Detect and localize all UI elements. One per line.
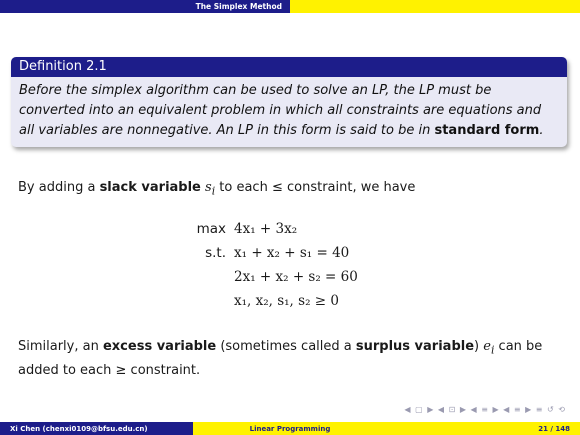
definition-heading: Definition 2.1 xyxy=(11,57,567,77)
excess-variable-term: excess variable xyxy=(102,339,217,354)
definition-body xyxy=(11,77,567,147)
definition-block xyxy=(11,57,567,147)
lp-formulation xyxy=(192,217,358,313)
lp-row-expr: 2x₁ + x₂ + s₂ = 60 xyxy=(234,269,358,285)
slack-var: s xyxy=(205,180,212,195)
excess-sub: i xyxy=(490,343,495,357)
section-title[interactable]: The Simplex Method xyxy=(195,2,282,11)
lp-row-key: s.t. xyxy=(205,245,226,261)
header-left xyxy=(0,0,290,13)
lp-nonneg-row xyxy=(192,289,358,313)
lp-objective-row xyxy=(192,217,358,241)
footer-page-number: 21 / 148 xyxy=(387,422,580,435)
excess-paragraph xyxy=(18,337,566,381)
lp-row-expr: x₁ + x₂ + s₁ = 40 xyxy=(234,245,350,261)
header-bar xyxy=(0,0,580,13)
beamer-navigation-icons[interactable]: ◀ ▢ ▶ ◀ ⊡ ▶ ◀ ≡ ▶ ◀ ≡ ▶ ≡ ↺ ⟲ xyxy=(404,405,566,414)
footer-bar xyxy=(0,422,580,435)
lp-row-expr: 4x₁ + 3x₂ xyxy=(234,221,298,237)
definition-term: standard form xyxy=(434,123,540,138)
slack-variable-term: slack variable xyxy=(99,180,201,195)
para1-pre: By adding a xyxy=(18,180,100,195)
slack-paragraph xyxy=(18,178,415,202)
footer-course: Linear Programming xyxy=(193,422,387,435)
lp-constraint-row xyxy=(192,265,358,289)
para2-close: ) xyxy=(474,339,484,354)
para2-post: can be added to each ≥ constraint. xyxy=(18,339,543,378)
para2-pre: Similarly, an xyxy=(18,339,103,354)
surplus-variable-term: surplus variable xyxy=(355,339,475,354)
slack-sub: i xyxy=(211,184,216,198)
excess-symbol xyxy=(483,339,495,357)
excess-var: e xyxy=(483,339,491,354)
footer-author: Xi Chen (chenxi0109@bfsu.edu.cn) xyxy=(0,422,193,435)
lp-row-key: max xyxy=(196,221,226,237)
slack-symbol xyxy=(205,180,216,198)
para1-post: to each ≤ constraint, we have xyxy=(215,180,416,195)
definition-text: Before the simplex algorithm can be used to solve an LP, the LP must be converted into an equivalent problem in which all constraints are equations and all variables are nonnegative. An LP in this form is said to be in xyxy=(19,83,542,138)
para2-mid: (sometimes called a xyxy=(216,339,356,354)
definition-end: . xyxy=(539,123,544,138)
header-right xyxy=(290,0,580,13)
lp-row-expr: x₁, x₂, s₁, s₂ ≥ 0 xyxy=(234,293,339,309)
lp-constraint-row xyxy=(192,241,358,265)
